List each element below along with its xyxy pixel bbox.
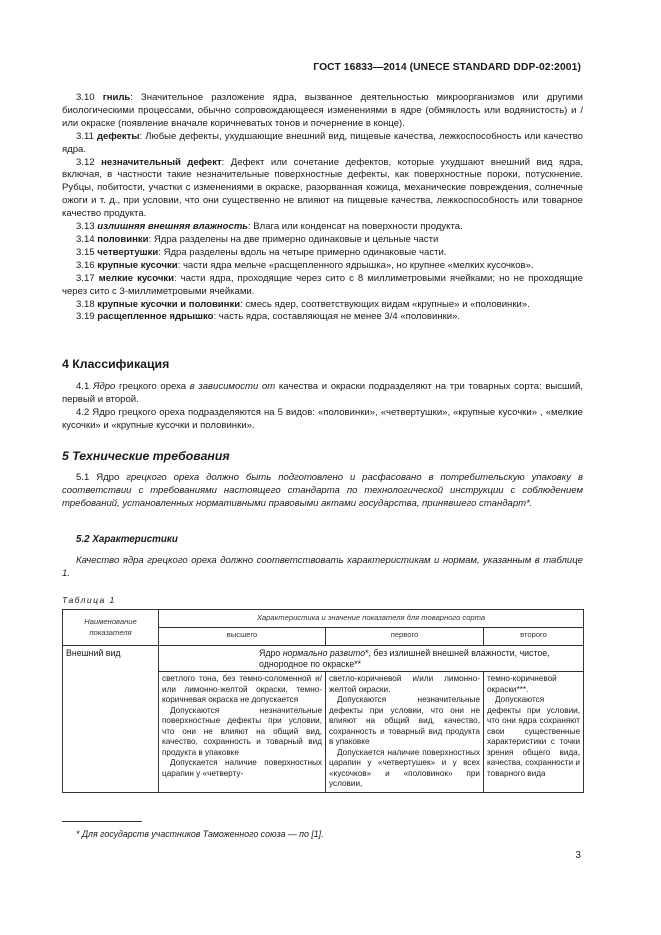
table-label: Таблица 1 [62,595,116,605]
cell-grade-first: светло-коричневой и/или лимонно-желтой окраски. Допускаются незначительные дефекты при условии, что они не влияют на общий вид, качество, сохранность и товарный вид продукта в упаковке Допускается наличие поверхностных царапин у «четвертушек» и у всех «кусочков» и «половинок» при условии, [326,672,484,793]
definition-separator: : [130,92,142,103]
definitions-list [62,92,583,324]
definition-text: часть ядра, составляющая не менее 3/4 «половинки». [218,311,461,323]
definition-term: крупные кусочки [97,259,178,271]
definition-separator: : [177,259,183,271]
clause-5-1: 5.1 Ядро грецкого ореха должно быть подготовлено и расфасовано в потребительскую упаковку в соответствии с требованиями настоящего стандарта по технологической инструкции с соблюдением требований, установленных нормативными правовыми актами государства, принявшего стандарт*. [62,472,583,509]
column-header-group: Характеристика и значение показателя для товарного сорта [159,610,584,628]
definition-item [62,221,583,234]
definition-separator: : [158,246,164,258]
column-header-name: Наименование показателя [63,610,159,646]
definition-number: 3.18 [76,298,95,310]
definition-separator: : [174,272,181,284]
section-5-title: 5 Технические требования [62,449,230,463]
running-header: ГОСТ 16833—2014 (UNECE STANDARD DDP-02:2001) [313,62,581,73]
column-header-grade: первого [326,628,484,646]
subsection-5-2-title: 5.2 Характеристики [76,534,178,545]
definition-term: излишняя внешняя влажность [97,221,248,233]
definition-text: части ядра, проходящие через сито с 8 миллиметровыми ячейками; но не проходящие через сито с 3-миллиметровыми ячейками. [62,272,583,297]
definition-item [62,311,583,324]
definition-number: 3.11 [76,130,94,142]
definition-term: расщепленное ядрышко [97,311,214,323]
definition-separator: : [240,298,246,310]
definition-number: 3.17 [76,272,95,284]
definition-text: Ядра разделены на две примерно одинаковые и цельные части [153,233,439,245]
definition-term: гниль [102,92,131,103]
definition-text: смесь ядер, соответствующих видам «крупные» и «половинки». [245,298,530,310]
row-name-appearance: Внешний вид [63,646,159,793]
definition-text: Любые дефекты, ухудшающие внешний вид, пищевые качества, лежкоспособность или качество ядра. [62,130,583,155]
definition-term: крупные кусочки и половинки [97,298,241,310]
section-4-text [62,381,583,433]
definition-term: дефекты [96,130,140,142]
definition-item [62,92,583,131]
definition-number: 3.19 [76,311,95,323]
definition-text: Влага или конденсат на поверхности продукта. [253,221,463,233]
definition-number: 3.10 [76,92,95,103]
clause-4-2: 4.2 Ядро грецкого ореха подразделяются на 5 видов: «половинки», «четвертушки», «крупные кусочки» , «мелкие кусочки» и «крупные кусочки и половинки». [62,406,583,431]
footnote-separator [62,821,142,822]
column-header-grade: высшего [159,628,326,646]
column-header-grade: второго [484,628,584,646]
definition-item [62,157,583,222]
definition-number: 3.12 [76,156,95,168]
definition-separator: : [247,221,254,233]
cell-grade-second: темно-коричневой окраски***. Допускаются дефекты при условии, что они ядра сохраняют свои существенные характеристики с точки зрения общего вида, качества, сохранности и товарного вида [484,672,584,793]
section-4-title: 4 Классификация [62,357,170,371]
table-1 [62,609,584,793]
definition-item [62,273,583,299]
definition-separator: : [139,130,146,142]
definition-separator: : [213,311,219,323]
definition-text: Значительное разложение ядра, вызванное деятельностью микроорганизмов или другими биологическими процессами, обычно сопровождающееся изменениями в ядре (обмяклость или водянистость) и /или окраске (появление вначале коричневатых тонов и почернение в конце). [62,92,584,129]
definition-number: 3.14 [76,233,95,245]
definition-term: мелкие кусочки [98,272,175,284]
cell-grade-highest: светлого тона, без темно-соломенной и/или лимонно-желтой окраски, темно-коричневая окраска не допускается Допускаются незначительные поверхностные дефекты при условии, что они не влияют на общий вид, качество, сохранность и товарный вид продукта в упаковке Допускается наличие поверхностных царапин у «четверту- [159,672,326,793]
definition-term: половинки [97,233,149,245]
definition-number: 3.15 [76,246,95,258]
definition-item [62,260,583,273]
definition-term: незначительный дефект [101,156,222,168]
definition-text: Ядра разделены вдоль на четыре примерно одинаковые части. [163,246,447,258]
definition-number: 3.16 [76,259,95,271]
clause-4-1: 4.1 Ядро грецкого ореха в зависимости от качества и окраски подразделяют на три товарных сорта: высший, первый и второй. [62,381,584,405]
subsection-5-2-text: Качество ядра грецкого ореха должно соответствовать характеристикам и нормам, указанным в таблице 1. [62,555,583,579]
definition-item [62,299,583,312]
definition-item [62,131,583,157]
definition-separator: : [148,233,154,245]
definition-text: Дефект или сочетание дефектов, которые ухудшают внешний вид ядра, включая, в частности такие незначительные поверхностные дефекты, как поверхностные пороки, потускнение. Рубцы, побитости, участки с изменениями в окраске, разорванная кожица, механические повреждения, солнечные ожоги и т. д., при условии, что они существенно не влияют на пищевые качества, лежкоспособность или товарное качество продукта. [62,156,583,220]
page-number: 3 [575,850,581,861]
definition-text: части ядра мельче «расщепленного ядрышка», но крупнее «мелких кусочков». [182,259,534,271]
spanning-cell: Ядро нормально развито*, без излишней внешней влажности, чистое, однородное по окраске** [159,646,584,672]
definition-item [62,247,583,260]
footnote: * Для государств участников Таможенного союза — по [1]. [76,829,324,839]
definition-separator: : [221,156,231,168]
definition-term: четвертушки [97,246,159,258]
definition-number: 3.13 [76,221,95,233]
definition-item [62,234,583,247]
